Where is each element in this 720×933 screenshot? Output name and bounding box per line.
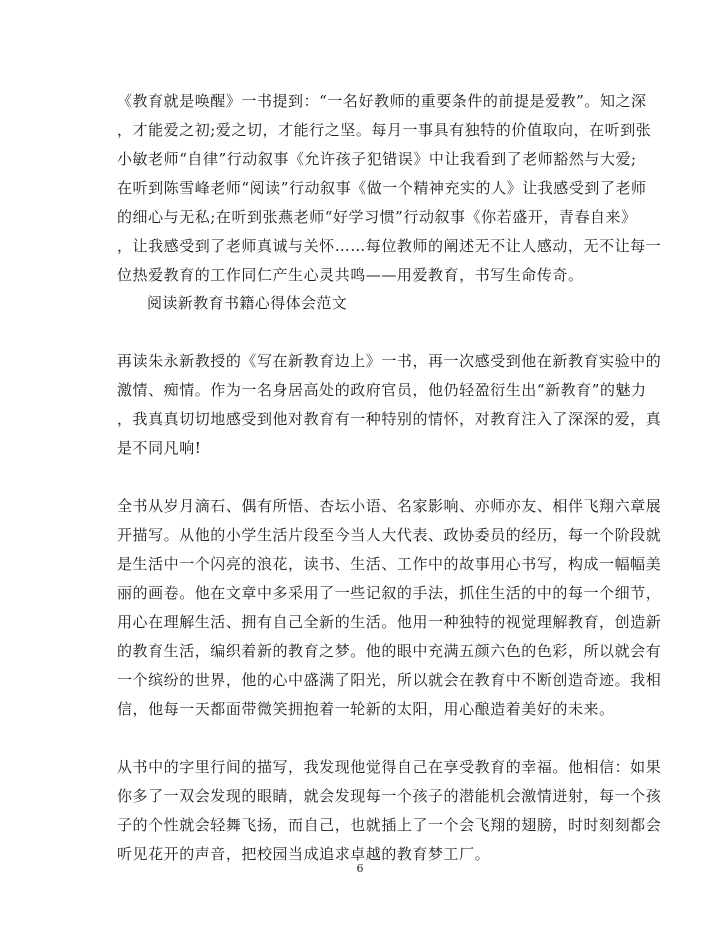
paragraph-2-line-4: 是不同凡响! [117,439,202,457]
paragraph-4-line-4: 听见花开的声音，把校园当成追求卓越的教育梦工厂。 [117,845,491,863]
paragraph-2-line-2: 激情、痴情。作为一名身居高处的政府官员，他仍轻盈衍生出“新教育”的魅力 [117,381,647,399]
paragraph-4-line-2: 你多了一双会发现的眼睛，就会发现每一个孩子的潜能机会激情迸射，每一个孩 [117,787,662,805]
paragraph-1-line-3: 小敏老师“自律”行动叙事《允许孩子犯错误》中让我看到了老师豁然与大爱; [117,150,637,168]
paragraph-4-line-3: 子的个性就会轻舞飞扬，而自己，也就插上了一个会飞翔的翅膀，时时刻刻都会 [117,816,662,834]
section-subtitle: 阅读新教育书籍心得体会范文 [147,294,348,312]
paragraph-3-line-8: 信，他每一天都面带微笑拥抱着一轮新的太阳，用心酿造着美好的未来。 [117,700,615,718]
paragraph-1-line-6: ，让我感受到了老师真诚与关怀……每位教师的阐述无不让人感动，无不让每一 [117,237,662,255]
paragraph-1-line-1: 《教育就是唤醒》一书提到：“一名好教师的重要条件的前提是爱教”。知之深 [117,92,647,110]
paragraph-2-line-1: 再读朱永新教授的《写在新教育边上》一书，再一次感受到他在新教育实验中的 [117,352,662,370]
page-number: 6 [356,862,364,875]
paragraph-2-line-3: ，我真真切切地感受到他对教育有一种特别的情怀，对教育注入了深深的爱，真 [117,410,662,428]
paragraph-1-line-4: 在听到陈雪峰老师“阅读”行动叙事《做一个精神充实的人》让我感受到了老师 [117,179,647,197]
paragraph-3-line-7: 一个缤纷的世界，他的心中盛满了阳光，所以就会在教育中不断创造奇迹。我相 [117,671,662,689]
paragraph-1-line-7: 位热爱教育的工作同仁产生心灵共鸣——用爱教育，书写生命传奇。 [117,266,584,284]
paragraph-3-line-4: 丽的画卷。他在文章中多采用了一些记叙的手法，抓住生活的中的每一个细节， [117,584,662,602]
paragraph-4-line-1: 从书中的字里行间的描写，我发现他觉得自己在享受教育的幸福。他相信：如果 [117,758,662,776]
paragraph-3-line-5: 用心在理解生活、拥有自己全新的生活。他用一种独特的视觉理解教育，创造新 [117,613,662,631]
paragraph-3-line-3: 是生活中一个闪亮的浪花，读书、生活、工作中的故事用心书写，构成一幅幅美 [117,555,662,573]
paragraph-1-line-2: ，才能爱之初;爱之切，才能行之坚。每月一事具有独特的价值取向，在听到张 [117,121,652,139]
paragraph-3-line-2: 开描写。从他的小学生活片段至今当人大代表、政协委员的经历，每一个阶段就 [117,526,662,544]
paragraph-3-line-6: 的教育生活，编织着新的教育之梦。他的眼中充满五颜六色的色彩，所以就会有 [117,642,662,660]
paragraph-1-line-5: 的细心与无私;在听到张燕老师“好学习惯”行动叙事《你若盛开，青春自来》 [117,208,637,226]
paragraph-3-line-1: 全书从岁月滴石、偶有所悟、杏坛小语、名家影响、亦师亦友、相伴飞翔六章展 [117,497,662,515]
